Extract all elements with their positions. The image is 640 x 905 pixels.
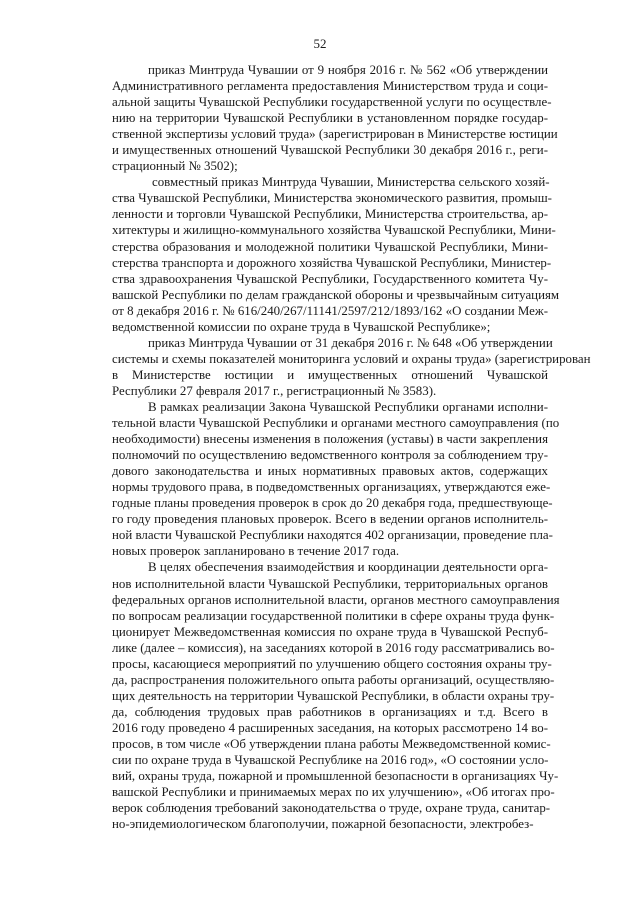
text-line: го году проведения плановых проверок. Всего в ведении органов исполнитель- (112, 512, 548, 527)
text-line: стерства образования и молодежной политики Чувашской Республики, Мини- (112, 239, 548, 254)
text-line: ленности и торговли Чувашской Республики, Министерства строительства, ар- (112, 207, 548, 222)
text-line: В целях обеспечения взаимодействия и координации деятельности орга- (148, 560, 548, 575)
text-line: приказ Минтруда Чувашии от 31 декабря 2016 г. № 648 «Об утверждении (148, 335, 553, 350)
text-line: нов исполнительной власти Чувашской Республики, территориальных органов (112, 576, 548, 591)
text-line: федеральных органов исполнительной власти, органов местного самоуправления (112, 592, 560, 607)
text-line: новых проверок запланировано в течение 2017 года. (112, 544, 400, 559)
text-line: ной власти Чувашской Республики находятся 402 организации, проведение пла- (112, 528, 553, 543)
text-line: нормы трудового права, в подведомственных организациях, утверждаются еже- (112, 480, 551, 495)
text-line: хитектуры и жилищно-коммунального хозяйства Чувашской Республики, Мини- (112, 223, 556, 238)
text-line: лике (далее – комиссия), на заседаниях которой в 2016 году рассматривались во- (112, 640, 555, 655)
text-line: щих деятельность на территории Чувашской Республики, в области охраны тру- (112, 688, 555, 703)
text-line: системы и схемы показателей мониторинга условий и охраны труда» (зарегистрирован (112, 351, 591, 366)
text-line: совместный приказ Минтруда Чувашии, Министерства сельского хозяй- (152, 175, 550, 190)
text-line: в Министерстве юстиции и имущественных отношений Чувашской (112, 367, 548, 382)
text-line: ства Чувашской Республики, Министерства экономического развития, промыш- (112, 191, 552, 206)
paragraph-joint-order (112, 174, 560, 334)
text-line: от 8 декабря 2016 г. № 616/240/267/11141/2597/212/1893/162 «О создании Меж- (112, 303, 549, 318)
text-line: да, распространения положительного опыта работы организаций, осуществляю- (112, 672, 555, 687)
text-line: да, соблюдения трудовых прав работников в организациях и т.д. Всего в (112, 704, 548, 719)
text-line: просы, касающиеся мероприятий по улучшению общего состояния охраны тру- (112, 656, 552, 671)
text-line: В рамках реализации Закона Чувашской Республики органами исполни- (148, 399, 548, 414)
text-line: ства здравоохранения Чувашской Республики, Государственного комитета Чу- (112, 271, 548, 286)
paragraph-order-562 (112, 62, 558, 174)
text-line: Административного регламента предоставления Министерством труда и соци- (112, 79, 548, 94)
text-line: но-эпидемиологическом благополучии, пожарной безопасности, электробез- (112, 817, 534, 832)
text-line: верок соблюдения требований законодательства о труде, охране труда, санитар- (112, 801, 551, 816)
text-line: ственной экспертизы условий труда» (зарегистрирован в Министерстве юстиции (112, 127, 558, 142)
paragraph-interagency-commission (112, 559, 560, 832)
text-line: 2016 году проведено 4 расширенных заседания, на которых рассмотрено 14 во- (112, 720, 548, 735)
text-line: дового законодательства и иных нормативных правовых актов, содержащих (112, 464, 548, 479)
text-line: нию на территории Чувашской Республики в установленном порядке государ- (112, 111, 548, 126)
text-line: тельной власти Чувашской Республики и органами местного самоуправления (по (112, 416, 560, 431)
text-line: приказ Минтруда Чувашии от 9 ноября 2016 г. № 562 «Об утверждении (148, 63, 548, 77)
text-line: вашской Республики по делам гражданской обороны и чрезвычайным ситуациям (112, 287, 560, 302)
text-line: необходимости) внесены изменения в положения (уставы) в части закрепления (112, 432, 548, 447)
text-line: и имущественных отношений Чувашской Республики 30 декабря 2016 г., реги- (112, 143, 548, 158)
text-line: стерства транспорта и дорожного хозяйства Чувашской Республики, Министер- (112, 255, 552, 270)
text-line: вий, охраны труда, пожарной и промышленной безопасности в организациях Чу- (112, 769, 559, 784)
document-body (112, 62, 591, 832)
page-number: 52 (313, 36, 327, 51)
text-line: годные планы проведения проверок в срок до 20 декабря года, предшествующе- (112, 496, 553, 511)
text-line: альной защиты Чувашской Республики государственной услуги по осуществле- (112, 95, 552, 110)
text-line: просов, в том числе «Об утверждении плана работы Межведомственной комис- (112, 736, 551, 751)
text-line: страционный № 3502); (112, 159, 238, 174)
text-line: вашской Республики и принимаемых мерах по их улучшению», «Об итогах про- (112, 785, 555, 800)
paragraph-order-648 (112, 335, 591, 399)
text-line: по вопросам реализации государственной политики в сфере охраны труда функ- (112, 608, 555, 623)
text-line: сии по охране труда в Чувашской Республике на 2016 год», «О состоянии усло- (112, 753, 549, 768)
text-line: ведомственной комиссии по охране труда в Чувашской Республике»; (112, 319, 491, 334)
paragraph-law-implementation (112, 399, 560, 559)
text-line: Республики 27 февраля 2017 г., регистрационный № 3583). (112, 383, 437, 398)
text-line: полномочий по осуществлению ведомственного контроля за соблюдением тру- (112, 448, 548, 463)
text-line: ционирует Межведомственная комиссия по охране труда в Чувашской Респуб- (112, 624, 548, 639)
